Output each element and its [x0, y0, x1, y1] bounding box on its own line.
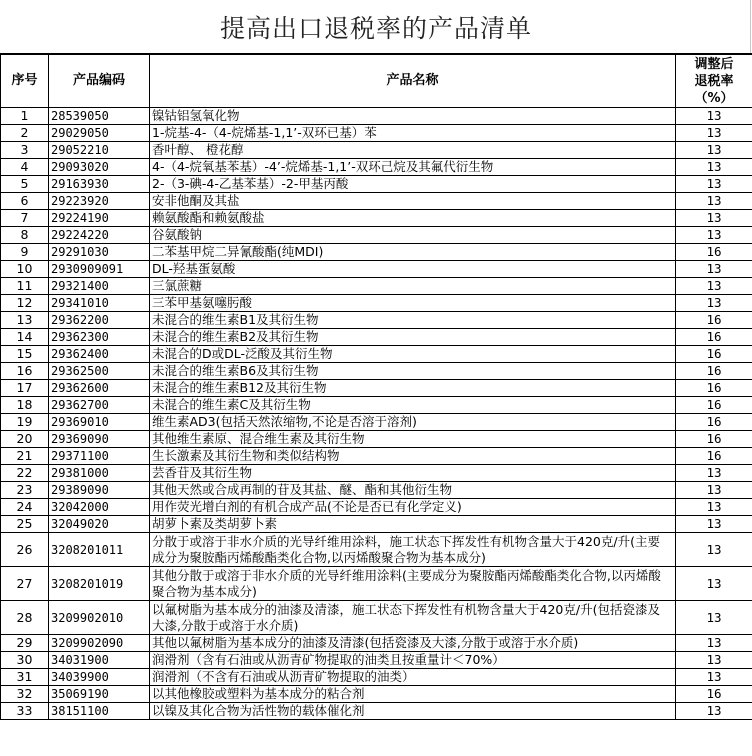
cell-rebate-rate: 13 — [676, 652, 752, 669]
cell-rebate-rate: 13 — [676, 142, 752, 159]
cell-product-code: 29369010 — [49, 414, 150, 431]
cell-product-name: 1-烷基-4-（4-烷烯基-1,1’-双环已基）苯 — [150, 125, 676, 142]
cell-serial-no: 8 — [1, 227, 49, 244]
cell-serial-no: 29 — [1, 635, 49, 652]
cell-product-name: 谷氨酸钠 — [150, 227, 676, 244]
table-row — [1, 482, 752, 499]
table-row — [1, 686, 752, 703]
table-row — [1, 516, 752, 533]
cell-product-code: 29381000 — [49, 465, 150, 482]
cell-serial-no: 10 — [1, 261, 49, 278]
cell-rebate-rate: 13 — [676, 227, 752, 244]
cell-product-name: 安非他酮及其盐 — [150, 193, 676, 210]
cell-product-name: 分散于或溶于非水介质的光导纤维用涂料，施工状态下挥发性有机物含量大于420克/升(主要成分为聚胺酯丙烯酸酯类化合物,以丙烯酸聚合物为基本成分) — [150, 533, 676, 567]
table-row — [1, 108, 752, 125]
cell-serial-no: 23 — [1, 482, 49, 499]
cell-rebate-rate: 13 — [676, 278, 752, 295]
cell-serial-no: 6 — [1, 193, 49, 210]
cell-product-code: 29163930 — [49, 176, 150, 193]
cell-product-code: 34039900 — [49, 669, 150, 686]
table-row — [1, 397, 752, 414]
cell-rebate-rate: 13 — [676, 499, 752, 516]
cell-serial-no: 24 — [1, 499, 49, 516]
table-row — [1, 244, 752, 261]
cell-serial-no: 33 — [1, 703, 49, 720]
table-header-row — [1, 54, 752, 108]
table-row — [1, 142, 752, 159]
table-row — [1, 363, 752, 380]
cell-serial-no: 2 — [1, 125, 49, 142]
table-row — [1, 414, 752, 431]
header-rate-line3: （%） — [694, 90, 734, 106]
cell-product-name: 香叶醇、 橙花醇 — [150, 142, 676, 159]
cell-product-code: 29362700 — [49, 397, 150, 414]
cell-product-name: 未混合的维生素B6及其衍生物 — [150, 363, 676, 380]
table-row — [1, 210, 752, 227]
cell-serial-no: 30 — [1, 652, 49, 669]
cell-serial-no: 9 — [1, 244, 49, 261]
cell-rebate-rate: 13 — [676, 210, 752, 227]
cell-product-code: 29362500 — [49, 363, 150, 380]
cell-rebate-rate: 13 — [676, 125, 752, 142]
table-row — [1, 380, 752, 397]
cell-rebate-rate: 16 — [676, 380, 752, 397]
cell-product-name: 其他分散于或溶于非水介质的光导纤维用涂料(主要成分为聚胺酯丙烯酸酯类化合物,以丙烯酸聚合物为基本成分) — [150, 567, 676, 601]
cell-product-name: 赖氨酸酯和赖氨酸盐 — [150, 210, 676, 227]
cell-product-name: 2-（3-碘-4-乙基苯基）-2-甲基丙酸 — [150, 176, 676, 193]
cell-rebate-rate: 13 — [676, 108, 752, 125]
table-row — [1, 448, 752, 465]
cell-rebate-rate: 13 — [676, 601, 752, 635]
header-product-code: 产品编码 — [49, 54, 150, 108]
table-row — [1, 227, 752, 244]
table-row — [1, 329, 752, 346]
cell-product-code: 38151100 — [49, 703, 150, 720]
cell-rebate-rate: 13 — [676, 465, 752, 482]
cell-product-code: 2930909091 — [49, 261, 150, 278]
table-row — [1, 176, 752, 193]
cell-product-code: 29223920 — [49, 193, 150, 210]
table-row — [1, 533, 752, 567]
table-row — [1, 652, 752, 669]
cell-product-code: 29029050 — [49, 125, 150, 142]
cell-rebate-rate: 13 — [676, 159, 752, 176]
table-row — [1, 295, 752, 312]
cell-product-code: 29093020 — [49, 159, 150, 176]
cell-product-code: 28539050 — [49, 108, 150, 125]
cell-product-name: 其他以氟树脂为基本成分的油漆及清漆(包括瓷漆及大漆,分散于或溶于水介质) — [150, 635, 676, 652]
cell-rebate-rate: 13 — [676, 516, 752, 533]
cell-product-code: 29321400 — [49, 278, 150, 295]
cell-product-code: 29341010 — [49, 295, 150, 312]
cell-serial-no: 26 — [1, 533, 49, 567]
cell-product-code: 32042000 — [49, 499, 150, 516]
cell-serial-no: 7 — [1, 210, 49, 227]
cell-product-code: 35069190 — [49, 686, 150, 703]
table-row — [1, 159, 752, 176]
cell-rebate-rate: 13 — [676, 703, 752, 720]
cell-product-code: 32049020 — [49, 516, 150, 533]
cell-product-code: 3209902010 — [49, 601, 150, 635]
cell-serial-no: 21 — [1, 448, 49, 465]
table-row — [1, 669, 752, 686]
cell-serial-no: 16 — [1, 363, 49, 380]
cell-product-name: 以氟树脂为基本成分的油漆及清漆，施工状态下挥发性有机物含量大于420克/升(包括瓷漆及大漆,分散于或溶于水介质) — [150, 601, 676, 635]
cell-rebate-rate: 16 — [676, 397, 752, 414]
cell-product-name: DL-羟基蛋氨酸 — [150, 261, 676, 278]
table-row — [1, 261, 752, 278]
header-serial-no: 序号 — [1, 54, 49, 108]
cell-product-code: 29224190 — [49, 210, 150, 227]
cell-rebate-rate: 13 — [676, 295, 752, 312]
cell-rebate-rate: 16 — [676, 329, 752, 346]
cell-product-name: 二苯基甲烷二异氰酸酯(纯MDI) — [150, 244, 676, 261]
cell-serial-no: 13 — [1, 312, 49, 329]
cell-product-code: 34031900 — [49, 652, 150, 669]
table-row — [1, 312, 752, 329]
cell-rebate-rate: 16 — [676, 431, 752, 448]
cell-product-name: 生长激素及其衍生物和类似结构物 — [150, 448, 676, 465]
cell-product-code: 3208201011 — [49, 533, 150, 567]
header-adjusted-rebate-rate — [676, 54, 752, 108]
sheet-right-border — [750, 0, 751, 54]
cell-product-name: 三苯甲基氨噻肟酸 — [150, 295, 676, 312]
page-title: 提高出口退税率的产品清单 — [219, 14, 532, 43]
cell-rebate-rate: 16 — [676, 244, 752, 261]
cell-product-name: 芸香苷及其衍生物 — [150, 465, 676, 482]
cell-rebate-rate: 16 — [676, 448, 752, 465]
cell-rebate-rate: 16 — [676, 686, 752, 703]
table-row — [1, 499, 752, 516]
cell-product-code: 29369090 — [49, 431, 150, 448]
cell-product-code: 29362200 — [49, 312, 150, 329]
cell-serial-no: 32 — [1, 686, 49, 703]
cell-serial-no: 28 — [1, 601, 49, 635]
header-rate-line2: 退税率 — [694, 73, 734, 89]
table-row — [1, 601, 752, 635]
cell-serial-no: 17 — [1, 380, 49, 397]
cell-product-name: 未混合的维生素B2及其衍生物 — [150, 329, 676, 346]
cell-product-name: 镍钴铝氢氧化物 — [150, 108, 676, 125]
cell-rebate-rate: 13 — [676, 635, 752, 652]
cell-product-code: 29052210 — [49, 142, 150, 159]
cell-product-name: 以镍及其化合物为活性物的载体催化剂 — [150, 703, 676, 720]
cell-rebate-rate: 13 — [676, 176, 752, 193]
table-row — [1, 703, 752, 720]
cell-serial-no: 15 — [1, 346, 49, 363]
cell-product-name: 胡萝卜素及类胡萝卜素 — [150, 516, 676, 533]
cell-serial-no: 1 — [1, 108, 49, 125]
cell-product-code: 29362400 — [49, 346, 150, 363]
cell-product-name: 维生素AD3(包括天然浓缩物,不论是否溶于溶剂) — [150, 414, 676, 431]
cell-serial-no: 14 — [1, 329, 49, 346]
cell-product-code: 29224220 — [49, 227, 150, 244]
cell-product-name: 以其他橡胶或塑料为基本成分的粘合剂 — [150, 686, 676, 703]
table-row — [1, 465, 752, 482]
cell-product-name: 用作荧光增白剂的有机合成产品(不论是否已有化学定义) — [150, 499, 676, 516]
cell-rebate-rate: 13 — [676, 482, 752, 499]
cell-serial-no: 22 — [1, 465, 49, 482]
cell-product-code: 29362300 — [49, 329, 150, 346]
cell-serial-no: 18 — [1, 397, 49, 414]
table-row — [1, 125, 752, 142]
table-row — [1, 193, 752, 210]
cell-product-name: 其他天然或合成再制的苷及其盐、醚、酯和其他衍生物 — [150, 482, 676, 499]
cell-serial-no: 4 — [1, 159, 49, 176]
cell-product-code: 3209902090 — [49, 635, 150, 652]
cell-product-name: 润滑剂（不含有石油或从沥青矿物提取的油类） — [150, 669, 676, 686]
table-row — [1, 431, 752, 448]
table-row — [1, 635, 752, 652]
cell-rebate-rate: 13 — [676, 261, 752, 278]
cell-rebate-rate: 16 — [676, 346, 752, 363]
cell-product-code: 3208201019 — [49, 567, 150, 601]
header-product-name: 产品名称 — [150, 54, 676, 108]
cell-product-name: 未混合的维生素C及其衍生物 — [150, 397, 676, 414]
table-row — [1, 346, 752, 363]
cell-product-name: 其他维生素原、混合维生素及其衍生物 — [150, 431, 676, 448]
cell-product-code: 29389090 — [49, 482, 150, 499]
cell-serial-no: 20 — [1, 431, 49, 448]
cell-serial-no: 11 — [1, 278, 49, 295]
cell-rebate-rate: 16 — [676, 363, 752, 380]
cell-serial-no: 25 — [1, 516, 49, 533]
table-row — [1, 567, 752, 601]
cell-rebate-rate: 16 — [676, 312, 752, 329]
cell-serial-no: 5 — [1, 176, 49, 193]
product-list-table — [0, 53, 752, 720]
table-row — [1, 278, 752, 295]
header-rate-line1: 调整后 — [694, 56, 734, 72]
cell-product-name: 未混合的D或DL-泛酸及其衍生物 — [150, 346, 676, 363]
cell-rebate-rate: 13 — [676, 567, 752, 601]
cell-serial-no: 19 — [1, 414, 49, 431]
cell-serial-no: 12 — [1, 295, 49, 312]
cell-rebate-rate: 13 — [676, 669, 752, 686]
cell-product-code: 29371100 — [49, 448, 150, 465]
cell-product-code: 29291030 — [49, 244, 150, 261]
cell-product-name: 4-（4-烷氧基苯基）-4’-烷烯基-1,1’-双环己烷及其氟代衍生物 — [150, 159, 676, 176]
cell-product-name: 三氯蔗糖 — [150, 278, 676, 295]
table-body — [1, 108, 752, 720]
cell-rebate-rate: 13 — [676, 533, 752, 567]
cell-rebate-rate: 16 — [676, 414, 752, 431]
cell-serial-no: 27 — [1, 567, 49, 601]
cell-serial-no: 31 — [1, 669, 49, 686]
cell-serial-no: 3 — [1, 142, 49, 159]
cell-product-name: 润滑剂（含有石油或从沥青矿物提取的油类且按重量计＜70%） — [150, 652, 676, 669]
cell-product-name: 未混合的维生素B1及其衍生物 — [150, 312, 676, 329]
cell-product-code: 29362600 — [49, 380, 150, 397]
cell-rebate-rate: 13 — [676, 193, 752, 210]
cell-product-name: 未混合的维生素B12及其衍生物 — [150, 380, 676, 397]
